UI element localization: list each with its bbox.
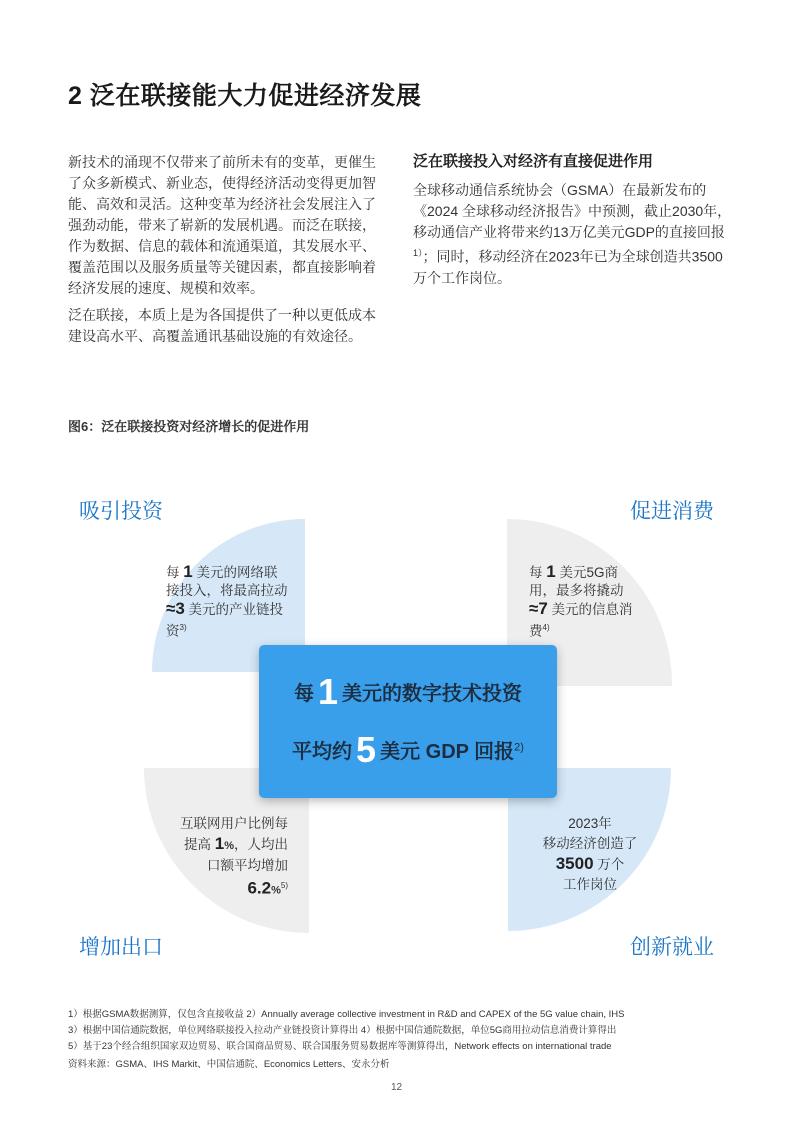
tr-pre: 每 bbox=[529, 565, 547, 580]
center-line1-num: 1 bbox=[317, 671, 339, 712]
tr-num1: 1 bbox=[546, 562, 556, 581]
quadrant-text-top-right bbox=[529, 563, 641, 641]
center-highlight-box bbox=[259, 645, 557, 798]
br-line4: 工作岗位 bbox=[563, 877, 617, 892]
bl-line4-num: 6.2 bbox=[247, 878, 272, 898]
tl-sup: 3) bbox=[179, 623, 187, 632]
tl-post: 美元的产业链投资 bbox=[166, 602, 284, 639]
br-line3-post: 万个 bbox=[593, 857, 625, 872]
bl-line1: 互联网用户比例每 bbox=[180, 816, 288, 831]
footnote-2: 3）根据中国信通院数据，单位网络联接投入拉动产业链投资计算得出 4）根据中国信通院数据，单位5G商用拉动信息消费计算得出 bbox=[68, 1025, 617, 1036]
bl-line2-post: ，人均出 bbox=[234, 837, 288, 852]
sources-line: 资料来源：GSMA、IHS Markit、中国信通院、Economics Letters、安永分析 bbox=[68, 1059, 390, 1070]
tl-pre: 每 bbox=[166, 565, 184, 580]
br-line3 bbox=[520, 854, 660, 875]
quadrant-title-increase-exports: 增加出口 bbox=[79, 936, 163, 959]
br-line1: 2023年 bbox=[568, 816, 612, 831]
page-number: 12 bbox=[390, 1082, 403, 1093]
tl-mid: 美元的网络联接投入，将最高拉动 bbox=[166, 565, 288, 598]
right-paragraph-part-a: 全球移动通信系统协会（GSMA）在最新发布的《2024 全球移动经济报告》中预测，截止2030年，移动通信产业将带来约13万亿美元GDP的直接回报 bbox=[413, 182, 732, 240]
tl-num2: ≈3 bbox=[166, 599, 185, 618]
bl-line4-unit: % bbox=[271, 884, 281, 897]
quadrant-text-bottom-right bbox=[520, 814, 660, 895]
br-line3-num: 3500 bbox=[555, 854, 594, 873]
bl-line4-sup: 5) bbox=[280, 881, 288, 890]
quadrant-title-promote-consumption: 促进消费 bbox=[630, 500, 714, 523]
center-line-2 bbox=[259, 729, 557, 771]
bl-line2-pre: 提高 bbox=[183, 837, 215, 852]
quadrant-title-create-jobs: 创新就业 bbox=[630, 936, 714, 959]
tr-sup: 4) bbox=[542, 623, 550, 632]
tr-post: 美元的信息消费 bbox=[529, 602, 633, 639]
tr-mid: 美元5G商用，最多将撬动 bbox=[529, 565, 624, 598]
footnote-3: 5）基于23个经合组织国家双边贸易、联合国商品贸易、联合国服务贸易数据库等测算得出，Network effects on international trade bbox=[68, 1041, 612, 1052]
right-paragraph-footnote-ref: 1） bbox=[413, 248, 423, 258]
center-line2-post: 美元 GDP 回报 bbox=[380, 741, 515, 763]
intro-paragraph-1: 新技术的涌现不仅带来了前所未有的变革，更催生了众多新模式、新业态，使得经济活动变得更加智能、高效和灵活。这种变革为经济社会发展注入了强劲动能，带来了崭新的发展机遇。而泛在联接，作为数据、信息的载体和流通渠道，其发展水平、覆盖范围以及服务质量等关键因素，都直接影响着经济发展的速度、规模和效率。 bbox=[68, 154, 376, 296]
center-line2-pre: 平均约 bbox=[292, 741, 353, 763]
bl-line3: 口额平均增加 bbox=[207, 858, 288, 873]
intro-paragraph-2: 泛在联接，本质上是为各国提供了一种以更低成本建设高水平、高覆盖通讯基础设施的有效途径。 bbox=[68, 307, 376, 344]
quadrant-text-top-left bbox=[166, 563, 290, 641]
quadrant-text-bottom-left bbox=[150, 814, 288, 901]
page-heading: 2 泛在联接能大力促进经济发展 bbox=[68, 82, 422, 110]
bl-line4 bbox=[150, 876, 288, 901]
tr-num2: ≈7 bbox=[529, 599, 548, 618]
center-line2-num: 5 bbox=[356, 729, 377, 770]
tl-num1: 1 bbox=[183, 562, 193, 581]
center-line2-sup: 2) bbox=[514, 741, 524, 754]
quadrant-title-attract-investment: 吸引投资 bbox=[79, 500, 163, 523]
br-line2: 移动经济创造了 bbox=[542, 836, 638, 851]
right-subheading: 泛在联接投入对经济有直接促进作用 bbox=[413, 153, 654, 170]
bl-line2 bbox=[150, 834, 288, 856]
footnote-1: 1）根据GSMA数据测算，仅包含直接收益 2）Annually average collective investment in R&D and CAPEX of the 5G value chain, IHS bbox=[68, 1009, 625, 1020]
right-paragraph-part-b: ；同时，移动经济在2023年已为全球创造共3500万个工作岗位。 bbox=[413, 248, 723, 286]
bl-line2-num: 1 bbox=[214, 834, 225, 853]
figure-caption: 图6：泛在联接投资对经济增长的促进作用 bbox=[68, 419, 310, 434]
center-line-1 bbox=[259, 671, 557, 713]
bl-line2-unit: % bbox=[224, 840, 234, 852]
center-line1-post: 美元的数字技术投资 bbox=[342, 683, 523, 705]
center-line1-pre: 每 bbox=[293, 683, 314, 705]
